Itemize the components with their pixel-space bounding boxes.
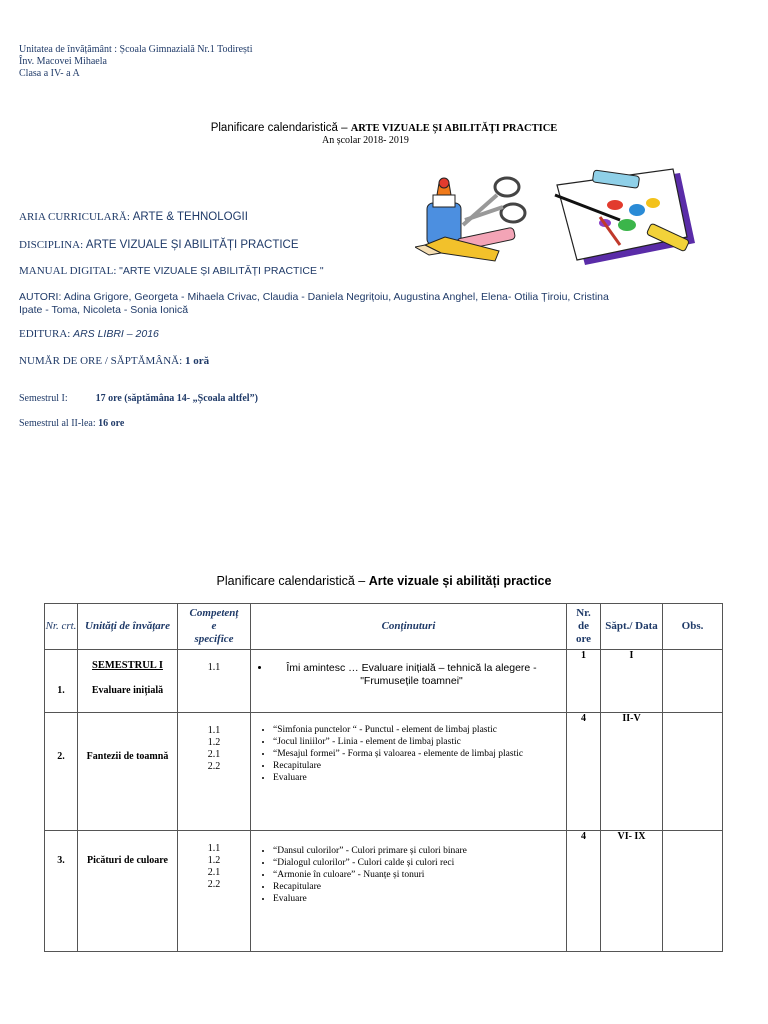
scissors-handle-1 [495,178,519,196]
header-obs: Obs. [663,604,723,650]
competenta: 2.2 [207,879,221,890]
school-header [19,44,253,80]
teacher-name: Înv. Macovei Mihaela [19,56,107,67]
continut-item: • Evaluare [273,893,566,905]
continut-item: • “Simfonia punctelor “ - Punctul - element de limbaj plastic [273,724,566,736]
aria-label: ARIA CURRICULARĂ: [19,211,133,223]
competenta: 2.1 [207,867,221,878]
header-unitati: Unități de învățare [78,604,178,650]
competenta: 1.2 [207,855,221,866]
editura [19,328,159,340]
header-competente: Competenț e specifice [178,604,251,650]
planning-table [44,603,723,952]
competenta: 2.2 [207,761,221,772]
row-continuturi [251,650,567,713]
unit-title: Evaluare inițială [91,685,164,696]
title-subject: ARTE VIZUALE ȘI ABILITĂȚI PRACTICE [350,123,558,134]
table-title-prefix: Planificare calendaristică – [216,574,369,588]
row-sapt: VI- IX [601,831,663,952]
table-row [45,713,723,831]
glue-cap-base [433,195,455,207]
continut-item: • “Jocul liniilor” - Linia - element de limbaj plastic [273,736,566,748]
table-title-subject: Arte vizuale și abilități practice [368,574,552,588]
manual-label: MANUAL DIGITAL: [19,265,120,277]
paint-green [618,219,636,231]
school-year: An școlar 2018- 2019 [322,135,409,146]
competenta: 1.2 [207,737,221,748]
paint-blue [629,204,645,216]
school-name: Unitatea de învățământ : Școala Gimnazială Nr.1 Todirești [19,44,253,55]
competenta: 1.1 [207,662,221,673]
row-sapt: II-V [601,713,663,831]
disciplina-value: ARTE VIZUALE ȘI ABILITĂȚI PRACTICE [85,239,299,251]
continut-item: • Evaluare [273,772,566,784]
editura-value: ARS LIBRI – 2016 [73,328,159,340]
continut-item: • Recapitulare [273,760,566,772]
row-continuturi [251,713,567,831]
aria-value: ARTE & TEHNOLOGII [132,211,248,223]
paint-yellow [646,198,660,208]
manual-value: "ARTE VIZUALE ȘI ABILITĂȚI PRACTICE " [119,265,324,277]
aria-curriculara [19,211,248,223]
class-name: Clasa a IV- a A [19,68,80,79]
header-sapt: Săpt./ Data [601,604,663,650]
row-obs [663,650,723,713]
autori-line2: Ipate - Toma, Nicoleta - Sonia Ionică [19,304,189,316]
row-ore: 1 [567,650,601,713]
row-obs [663,831,723,952]
art-supplies-illustration [415,165,705,270]
semestrul-1 [19,393,258,404]
semester-label: SEMESTRUL I [92,660,163,671]
paint-red [607,200,623,210]
table-title [0,574,768,588]
autori [19,291,739,317]
header-nr: Nr. crt. [45,604,78,650]
sem2-label: Semestrul al II-lea: [19,418,99,429]
sem2-value: 16 ore [98,418,125,429]
table-row [45,831,723,952]
continut-item: • “Armonie în culoare” - Nuanțe și tonuri [273,869,566,881]
autori-line1: Adina Grigore, Georgeta - Mihaela Crivac, Claudia - Daniela Negrițoiu, Augustina Anghel, Elena- Otilia Țiroiu, Cristina [63,291,609,303]
competenta: 1.1 [207,843,221,854]
row-sapt: I [601,650,663,713]
row-competente [178,713,251,831]
numar-ore [19,355,209,367]
disciplina [19,239,299,251]
row-unit: Fantezii de toamnă [78,713,178,831]
autori-label: AUTORI: [19,291,64,303]
manual-digital [19,265,324,277]
table-row [45,650,723,713]
disciplina-label: DISCIPLINA: [19,239,86,251]
row-nr: 3. [45,831,78,952]
scissors-handle-2 [501,204,525,222]
competenta: 1.1 [207,725,221,736]
title-prefix: Planificare calendaristică – [210,122,351,134]
sem1-value: 17 ore (săptămâna 14- „Școala altfel”) [95,393,258,404]
header-ore: Nr. de ore [567,604,601,650]
row-ore: 4 [567,713,601,831]
row-nr: 2. [45,713,78,831]
header-continuturi: Conținuturi [251,604,567,650]
glue-tip [439,178,449,188]
document-title [0,122,768,134]
row-obs [663,713,723,831]
editura-label: EDITURA: [19,328,74,340]
row-competente [178,831,251,952]
row-unit [78,650,178,713]
sem1-label: Semestrul I: [19,393,68,404]
continut-item: • “Dansul culorilor” - Culori primare și culori binare [273,845,566,857]
competenta: 2.1 [207,749,221,760]
ore-label: NUMĂR DE ORE / SĂPTĂMÂNĂ: [19,355,185,367]
row-continuturi [251,831,567,952]
row-competente [178,650,251,713]
continut-item: • “Mesajul formei” - Forma și valoarea - elemente de limbaj plastic [273,748,566,760]
semestrul-2 [19,418,124,429]
row-nr: 1. [45,650,78,713]
row-unit: Picături de culoare [78,831,178,952]
continut-item: • Îmi amintesc … Evaluare inițială – tehnică la alegere - "Frumusețile toamnei" [271,662,566,688]
continut-item: • “Dialogul culorilor” - Culori calde și culori reci [273,857,566,869]
table-header-row [45,604,723,650]
ore-value: 1 oră [184,355,210,367]
continut-item: • Recapitulare [273,881,566,893]
row-ore: 4 [567,831,601,952]
